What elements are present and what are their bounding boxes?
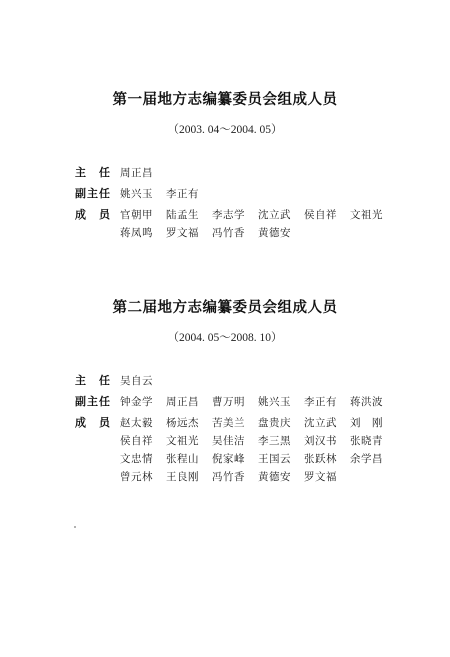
member-name: 李正有: [166, 188, 199, 200]
member-name: 王国云: [258, 453, 291, 465]
member-roster: [75, 372, 450, 486]
name-list: [120, 393, 396, 411]
member-name: 周正昌: [166, 396, 199, 408]
member-name: 罗文福: [166, 227, 199, 239]
term-period: （2003. 04～2004. 05）: [167, 124, 283, 136]
member-name: 侯自祥: [120, 435, 153, 447]
role-row-director: [75, 164, 450, 182]
term-period: （2004. 05～2008. 10）: [167, 332, 283, 344]
member-name: 沈立武: [304, 417, 337, 429]
member-name: 李志学: [212, 209, 245, 221]
member-name: 黄德安: [258, 227, 291, 239]
member-name: 曾元林: [120, 471, 153, 483]
role-row-deputy-director: [75, 393, 450, 411]
scan-speck: [74, 526, 76, 528]
member-name: 赵太毅: [120, 417, 153, 429]
section-title: 第一届地方志编纂委员会组成人员: [112, 92, 338, 108]
member-name: 蒋凤鸣: [120, 227, 153, 239]
section-title: 第二届地方志编纂委员会组成人员: [112, 300, 338, 316]
member-name: 倪家峰: [212, 453, 245, 465]
member-name: 张跃林: [304, 453, 337, 465]
role-row-deputy-director: [75, 185, 450, 203]
member-name: 王良刚: [166, 471, 199, 483]
member-name: 吴自云: [120, 375, 153, 387]
member-name: 罗文福: [304, 471, 337, 483]
member-name: 李三黑: [258, 435, 291, 447]
member-name: 侯自祥: [304, 209, 337, 221]
name-list: [120, 206, 396, 242]
role-row-members: [75, 414, 450, 486]
role-label: 成 员: [75, 416, 111, 429]
member-name: 黄德安: [258, 471, 291, 483]
member-name: 官朝甲: [120, 209, 153, 221]
member-name: 姚兴玉: [258, 396, 291, 408]
role-label: 主 任: [75, 166, 111, 179]
role-label: 成 员: [75, 208, 111, 221]
member-name: 蒋洪波: [350, 396, 383, 408]
member-name: 周正昌: [120, 167, 153, 179]
member-name: 李正有: [304, 396, 337, 408]
member-name: 文忠情: [120, 453, 153, 465]
member-name: 冯竹香: [212, 471, 245, 483]
member-name: 杨远杰: [166, 417, 199, 429]
committee-section-second: [0, 298, 450, 489]
member-name: 钟金学: [120, 396, 153, 408]
role-row-director: [75, 372, 450, 390]
name-list: [120, 414, 396, 486]
member-name: 曹万明: [212, 396, 245, 408]
member-name: 余学昌: [350, 453, 383, 465]
member-name: 沈立武: [258, 209, 291, 221]
member-roster: [75, 164, 450, 242]
role-label: 副主任: [75, 187, 111, 200]
member-name: 文祖光: [166, 435, 199, 447]
member-name: 陆孟生: [166, 209, 199, 221]
member-name: 盘贵庆: [258, 417, 291, 429]
role-label: 主 任: [75, 374, 111, 387]
role-label: 副主任: [75, 395, 111, 408]
role-row-members: [75, 206, 450, 242]
committee-section-first: [0, 90, 450, 245]
name-list: [120, 372, 396, 390]
name-list: [120, 164, 396, 182]
member-name: 张程山: [166, 453, 199, 465]
member-name: 刘汉书: [304, 435, 337, 447]
member-name: 吴佳洁: [212, 435, 245, 447]
member-name: 张晓青: [350, 435, 383, 447]
name-list: [120, 185, 396, 203]
member-name: 冯竹香: [212, 227, 245, 239]
member-name: 姚兴玉: [120, 188, 153, 200]
member-name: 刘 刚: [350, 417, 383, 429]
member-name: 苦美兰: [212, 417, 245, 429]
member-name: 文祖光: [350, 209, 383, 221]
